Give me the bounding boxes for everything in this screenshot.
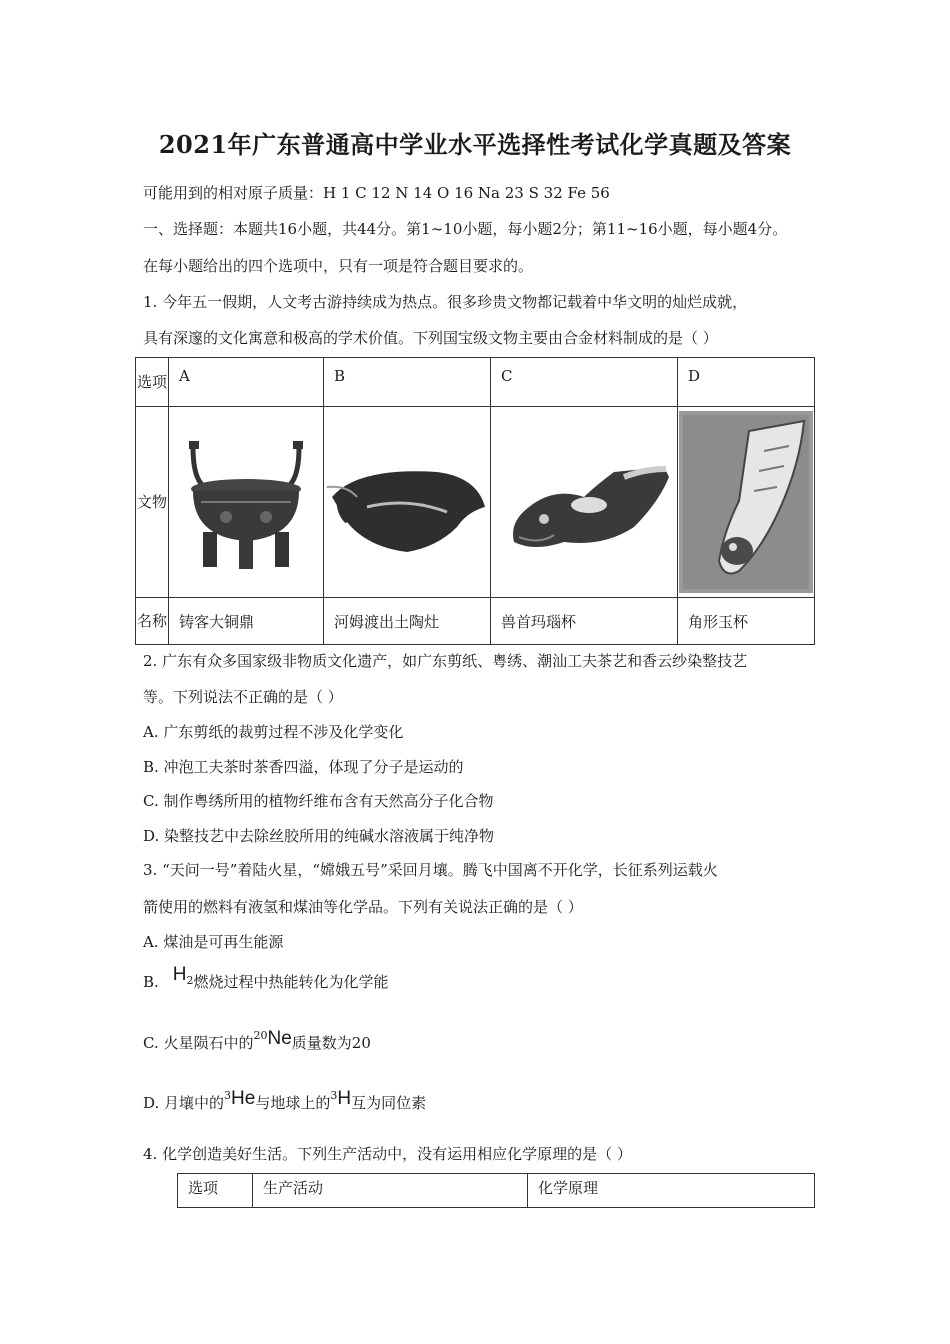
q3-stem-line1: 3. “天问一号”着陆火星，“嫦娥五号”采回月壤。腾飞中国离不开化学，长征系列运载火 xyxy=(143,861,718,879)
jade-horn-cup-image xyxy=(679,411,813,593)
bronze-ding-image xyxy=(171,427,321,577)
option-a-header: A xyxy=(169,358,324,407)
relic-name-d: 角形玉杯 xyxy=(678,598,815,645)
relic-image-d xyxy=(678,407,815,598)
q1-relic-table xyxy=(135,357,815,645)
q4-header-principle: 化学原理 xyxy=(528,1174,815,1208)
q3-option-d: D. 月壤中的$^3$He与地球上的$^3$H互为同位素 xyxy=(143,1088,427,1112)
q2-option-b: B. 冲泡工夫茶时茶香四溢，体现了分子是运动的 xyxy=(143,758,464,776)
row-header-name: 名称 xyxy=(136,598,169,645)
option-b-header: B xyxy=(324,358,491,407)
pottery-stove-image xyxy=(327,427,487,577)
q2-stem-line1: 2. 广东有众多国家级非物质文化遗产，如广东剪纸、粤绣、潮汕工夫茶艺和香云纱染整技艺 xyxy=(143,652,748,670)
q3-option-a: A. 煤油是可再生能源 xyxy=(143,933,284,951)
page-title: 2021年广东普通高中学业水平选择性考试化学真题及答案 xyxy=(158,130,792,159)
relic-name-b: 河姆渡出土陶灶 xyxy=(324,598,491,645)
option-c-header: C xyxy=(491,358,678,407)
relic-image-b xyxy=(324,407,491,598)
relic-name-a: 铸客大铜鼎 xyxy=(169,598,324,645)
relic-image-c xyxy=(491,407,678,598)
q2-option-a: A. 广东剪纸的裁剪过程不涉及化学变化 xyxy=(143,723,404,741)
q2-stem-line2: 等。下列说法不正确的是（ ） xyxy=(143,688,343,706)
option-d-header: D xyxy=(678,358,815,407)
q3-option-b: B. $H_2$燃烧过程中热能转化为化学能 xyxy=(143,964,389,991)
q2-option-d: D. 染整技艺中去除丝胶所用的纯碱水溶液属于纯净物 xyxy=(143,827,495,845)
q1-stem-line1: 1. 今年五一假期，人文考古游持续成为热点。很多珍贵文物都记载着中华文明的灿烂成就， xyxy=(143,293,748,311)
q4-stem-line1: 4. 化学创造美好生活。下列生产活动中，没有运用相应化学原理的是（ ） xyxy=(143,1145,632,1163)
q4-table xyxy=(177,1173,815,1208)
q4-header-option: 选项 xyxy=(178,1174,253,1208)
q4-header-activity: 生产活动 xyxy=(253,1174,528,1208)
relic-name-c: 兽首玛瑙杯 xyxy=(491,598,678,645)
row-header-relic: 文物 xyxy=(136,407,169,598)
q3-option-c: C. 火星陨石中的$^{20}$Ne质量数为20 xyxy=(143,1028,371,1052)
section-instructions-line1: 一、选择题：本题共16小题，共44分。第1~10小题，每小题2分；第11~16小题，每小题4分。 xyxy=(143,220,788,238)
agate-cup-image xyxy=(494,427,674,577)
q2-option-c: C. 制作粤绣所用的植物纤维布含有天然高分子化合物 xyxy=(143,792,494,810)
q1-stem-line2: 具有深邃的文化寓意和极高的学术价值。下列国宝级文物主要由合金材料制成的是（ ） xyxy=(143,329,718,347)
relic-image-a xyxy=(169,407,324,598)
atomic-masses: 可能用到的相对原子质量：H 1 C 12 N 14 O 16 Na 23 S 32 Fe 56 xyxy=(143,184,610,202)
section-instructions-line2: 在每小题给出的四个选项中，只有一项是符合题目要求的。 xyxy=(143,257,534,275)
row-header-option: 选项 xyxy=(136,358,169,407)
q3-stem-line2: 箭使用的燃料有液氢和煤油等化学品。下列有关说法正确的是（ ） xyxy=(143,898,583,916)
